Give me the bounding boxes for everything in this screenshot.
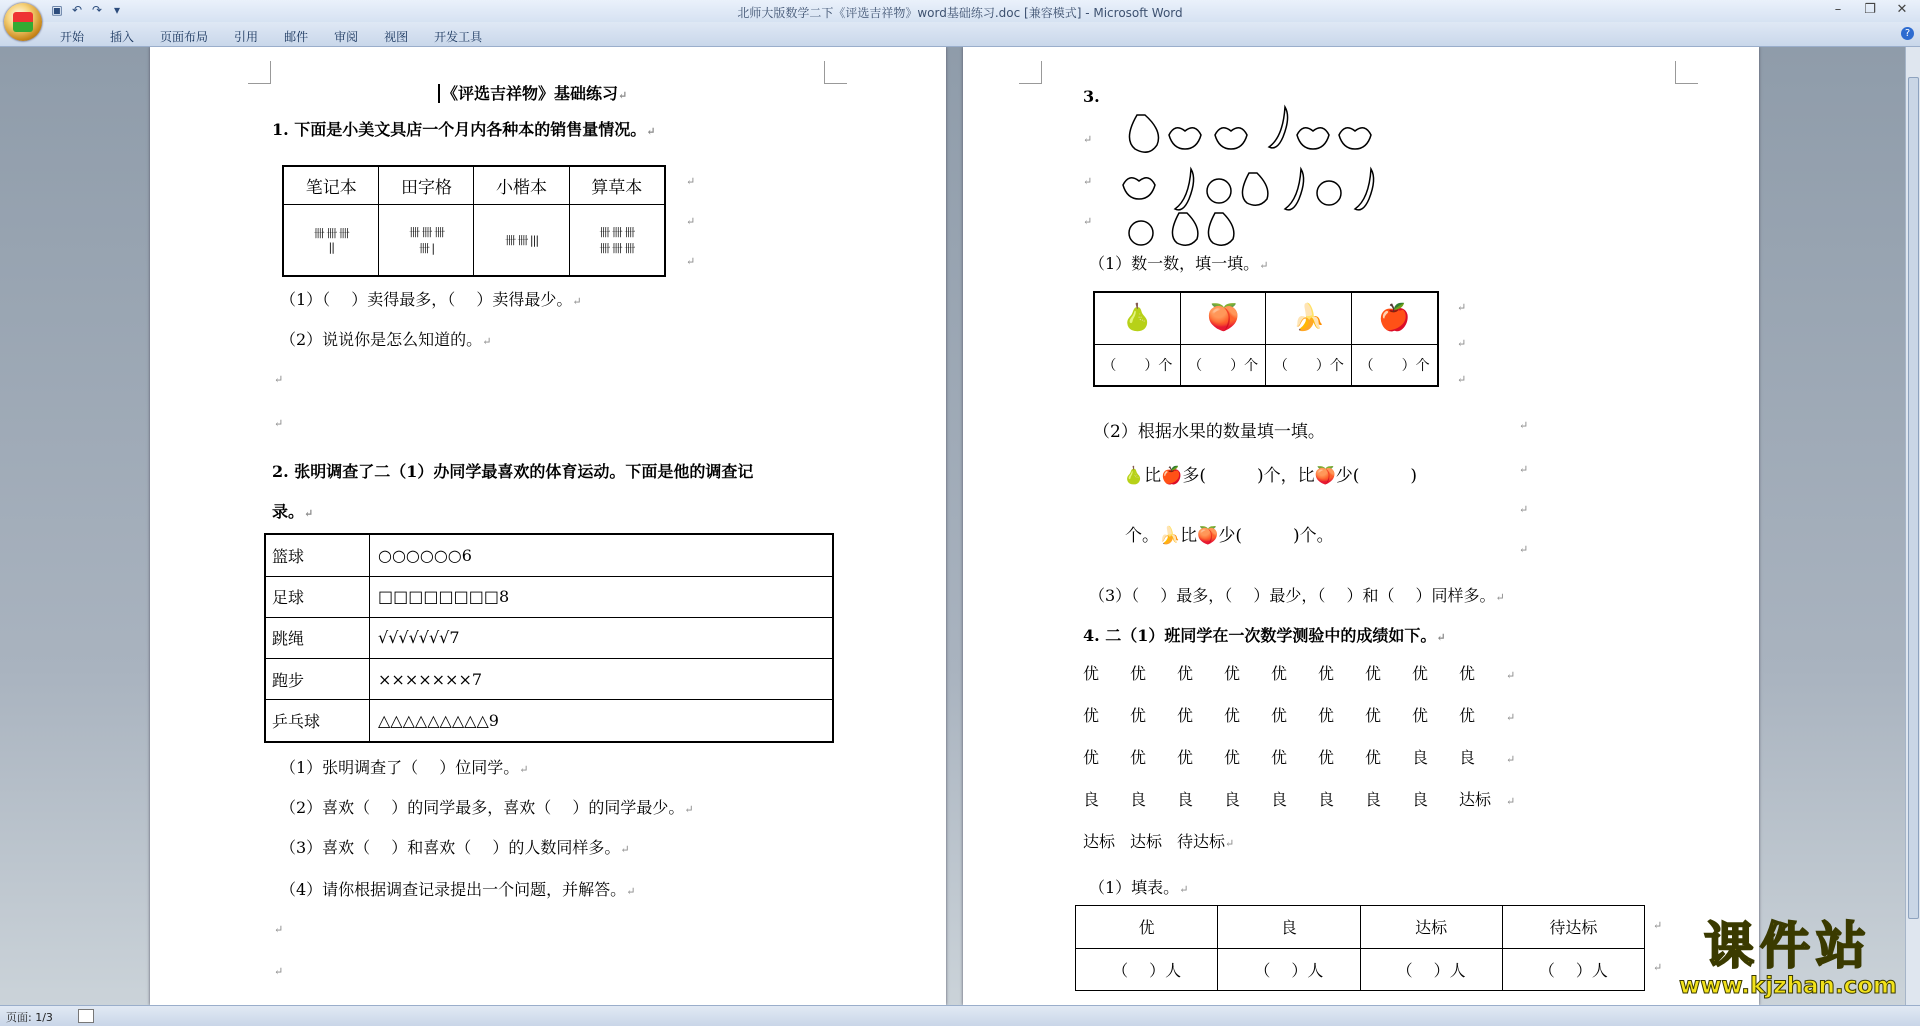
watermark-text: 课件站 xyxy=(1704,916,1872,975)
apple-icon: 🍎 xyxy=(1352,292,1438,344)
record-cell: ○○○○○○6 xyxy=(370,534,834,576)
count-fill-cell[interactable]: （ ）个 xyxy=(1180,344,1266,386)
pear-icon xyxy=(1172,213,1197,245)
title-bar xyxy=(0,0,1920,22)
q2-table xyxy=(264,533,834,743)
q2-sub1: （1）张明调查了（ ）位同学。↵ xyxy=(280,758,529,777)
watermark-url: www.kjzhan.com xyxy=(1679,973,1897,999)
paragraph-mark: ↵ xyxy=(274,965,284,978)
q4-heading-text: 4. 二（1）班同学在一次数学测验中的成绩如下。 xyxy=(1083,626,1437,645)
crop-mark xyxy=(248,61,271,84)
paragraph-mark: ↵ xyxy=(1083,133,1093,146)
ribbon-tabs xyxy=(60,28,482,45)
q2-heading-line2: 录。↵ xyxy=(272,502,314,521)
q4-header-cell: 达标 xyxy=(1360,906,1502,949)
redo-icon[interactable]: ↷ xyxy=(91,3,103,17)
q4-fill-cell[interactable]: （ ）人 xyxy=(1218,948,1360,991)
grade-item: 良 xyxy=(1083,790,1100,809)
record-cell: △△△△△△△△△9 xyxy=(370,700,834,742)
paragraph-mark: ↵ xyxy=(1653,919,1663,932)
page-count[interactable]: 页面: 1/3 xyxy=(6,1011,53,1024)
grade-item: 优 xyxy=(1459,664,1476,683)
status-bar xyxy=(0,1005,1920,1026)
text-cursor xyxy=(438,84,440,103)
q1-tally-cell: 卌 卌 ||| xyxy=(474,204,569,276)
grade-item: 优 xyxy=(1365,664,1382,683)
table-row xyxy=(265,617,833,658)
count-fill-cell[interactable]: （ ）个 xyxy=(1352,344,1438,386)
crop-mark xyxy=(824,61,847,84)
paragraph-mark: ↵ xyxy=(686,255,696,268)
q1-tally-cell: 卌 卌 卌 || xyxy=(283,204,379,276)
q1-sub1-text: （1）（ ）卖得最多，（ ）卖得最少。 xyxy=(280,290,573,309)
sport-cell: 跳绳 xyxy=(265,617,370,658)
pear-icon xyxy=(1208,213,1233,245)
q4-sub1-text: （1）填表。 xyxy=(1089,878,1180,897)
q3-sub3-text: （3）（ ）最多，（ ）最少，（ ）和（ ）同样多。 xyxy=(1089,586,1496,605)
grade-item: 优 xyxy=(1083,748,1100,767)
q4-header-cell: 优 xyxy=(1076,906,1218,949)
q1-tally-cell: 卌 卌 卌 卌 | xyxy=(379,204,474,276)
undo-icon[interactable]: ↶ xyxy=(71,3,83,17)
office-button[interactable] xyxy=(4,3,42,41)
grade-item: 优 xyxy=(1318,664,1335,683)
pear-icon: 🍐 xyxy=(1094,292,1180,344)
q3-sub3: （3）（ ）最多，（ ）最少，（ ）和（ ）同样多。↵ xyxy=(1089,586,1505,605)
q4-fill-cell[interactable]: （ ）人 xyxy=(1076,948,1218,991)
grade-item: 待达标 xyxy=(1177,832,1226,851)
grade-item: 优 xyxy=(1083,706,1100,725)
q3-line-a1: 比 xyxy=(1144,466,1162,486)
paragraph-mark: ↵ xyxy=(686,215,696,228)
peach-icon xyxy=(1297,128,1329,149)
grade-item: 优 xyxy=(1318,748,1335,767)
q3-number: 3. xyxy=(1083,87,1100,106)
peach-icon xyxy=(1215,128,1247,149)
banana-icon xyxy=(1285,169,1304,210)
grade-item: 优 xyxy=(1412,706,1429,725)
apple-icon xyxy=(1129,221,1153,245)
q1-header-cell: 小楷本 xyxy=(474,166,569,204)
q2-sub3: （3）喜欢（ ）和喜欢（ ）的人数同样多。↵ xyxy=(280,838,630,857)
q2-sub2-text: （2）喜欢（ ）的同学最多，喜欢（ ）的同学最少。 xyxy=(280,798,685,817)
grade-row: 达标 达标 待达标↵ xyxy=(1083,829,1553,871)
grade-item: 良 xyxy=(1271,790,1288,809)
paragraph-mark: ↵ xyxy=(274,373,284,386)
grade-item: 优 xyxy=(1224,664,1241,683)
q3-line-b1: 个。 xyxy=(1125,526,1159,546)
grade-item: 良 xyxy=(1412,748,1429,767)
q3-line-b3: 少( )个。 xyxy=(1218,526,1334,546)
paragraph-mark: ↵ xyxy=(1653,961,1663,974)
window-controls xyxy=(1828,2,1912,17)
sport-cell: 跑步 xyxy=(265,659,370,700)
q4-fill-cell[interactable]: （ ）人 xyxy=(1502,948,1644,991)
watermark-logo xyxy=(1668,918,1908,1004)
q3-line-b2: 比 xyxy=(1180,526,1198,546)
grade-item: 优 xyxy=(1130,706,1147,725)
paragraph-mark: ↵ xyxy=(1457,337,1467,350)
grade-row: 优 优 优 优 优 优 优 良 良 ↵ xyxy=(1083,745,1553,787)
grade-item: 优 xyxy=(1412,664,1429,683)
sport-cell: 篮球 xyxy=(265,534,370,576)
tab-page-layout[interactable]: 页面布局 xyxy=(160,30,209,44)
peach-icon: 🍑 xyxy=(1197,526,1219,546)
peach-icon: 🍑 xyxy=(1314,466,1336,486)
grade-item: 优 xyxy=(1177,664,1194,683)
ribbon xyxy=(0,22,1920,47)
q3-line-a2: 多( )个，比 xyxy=(1182,466,1315,486)
peach-icon xyxy=(1169,128,1201,149)
paragraph-mark: ↵ xyxy=(1519,543,1529,556)
grade-row: 优 优 优 优 优 优 优 优 优 ↵ xyxy=(1083,661,1553,703)
close-button[interactable]: ✕ xyxy=(1896,2,1908,17)
tab-review[interactable]: 审阅 xyxy=(334,30,359,44)
grade-item: 优 xyxy=(1318,706,1335,725)
grade-item: 优 xyxy=(1365,706,1382,725)
banana-icon: 🍌 xyxy=(1266,292,1352,344)
window-title: 北师大版数学二下《评选吉祥物》word基础练习.doc [兼容模式] - Microsoft Word xyxy=(737,6,1183,20)
q3-sub2 xyxy=(1093,417,1325,442)
paragraph-mark: ↵ xyxy=(1083,175,1093,188)
grade-item: 优 xyxy=(1130,664,1147,683)
grade-item: 优 xyxy=(1459,706,1476,725)
q1-sub2: （2）说说你是怎么知道的。↵ xyxy=(280,330,492,349)
grade-item: 达标 xyxy=(1130,832,1163,851)
document-workspace xyxy=(0,47,1906,1005)
sport-cell: 乒乓球 xyxy=(265,700,370,742)
grade-item: 优 xyxy=(1083,664,1100,683)
grade-item: 优 xyxy=(1271,748,1288,767)
table-row xyxy=(265,700,833,742)
tab-developer[interactable]: 开发工具 xyxy=(434,30,483,44)
q2-sub4: （4）请你根据调查记录提出一个问题，并解答。↵ xyxy=(280,880,636,899)
count-fill-cell[interactable]: （ ）个 xyxy=(1266,344,1352,386)
q4-grades xyxy=(1083,661,1553,871)
q4-table xyxy=(1075,905,1645,991)
grade-item: 优 xyxy=(1365,748,1382,767)
q1-header-cell: 田字格 xyxy=(379,166,474,204)
table-row xyxy=(265,534,833,576)
q3-count-table xyxy=(1093,291,1439,387)
doc-title-text: 《评选吉祥物》基础练习 xyxy=(442,84,619,103)
crop-mark xyxy=(1019,61,1042,84)
grade-item: 优 xyxy=(1177,748,1194,767)
count-fill-cell[interactable]: （ ）个 xyxy=(1094,344,1180,386)
paragraph-mark: ↵ xyxy=(274,417,284,430)
table-row xyxy=(265,659,833,700)
grade-row: 优 优 优 优 优 优 优 优 优 ↵ xyxy=(1083,703,1553,745)
q2-sub2: （2）喜欢（ ）的同学最多，喜欢（ ）的同学最少。↵ xyxy=(280,798,694,817)
tab-insert[interactable]: 插入 xyxy=(110,30,135,44)
grade-item: 优 xyxy=(1177,706,1194,725)
grade-item: 达标 xyxy=(1083,832,1116,851)
fruit-picture xyxy=(1119,97,1419,247)
pear-icon: 🍐 xyxy=(1123,466,1145,486)
paragraph-mark: ↵ xyxy=(1519,419,1529,432)
q3-line-a3: 少( ) xyxy=(1335,466,1418,486)
customize-qat-icon[interactable]: ▾ xyxy=(113,3,121,17)
q1-heading: 1. 下面是小美文具店一个月内各种本的销售量情况。↵ xyxy=(272,120,656,139)
record-cell: ×××××××7 xyxy=(370,659,834,700)
q1-header-cell: 算草本 xyxy=(569,166,665,204)
q1-sub2-text: （2）说说你是怎么知道的。 xyxy=(280,330,483,349)
scrollbar-thumb[interactable] xyxy=(1908,77,1919,919)
apple-icon: 🍎 xyxy=(1161,466,1183,486)
apple-icon xyxy=(1207,179,1231,203)
tab-mailings[interactable]: 邮件 xyxy=(284,30,309,44)
grade-item: 达标 xyxy=(1459,790,1492,809)
record-cell: □□□□□□□□8 xyxy=(370,576,834,617)
tab-home[interactable]: 开始 xyxy=(60,30,85,44)
q3-compare-line1 xyxy=(1123,461,1417,486)
grade-item: 优 xyxy=(1224,706,1241,725)
page-1 xyxy=(150,47,946,1005)
grade-item: 良 xyxy=(1459,748,1476,767)
q2-sub3-text: （3）喜欢（ ）和喜欢（ ）的人数同样多。 xyxy=(280,838,621,857)
paragraph-mark: ↵ xyxy=(1083,215,1093,228)
q4-fill-cell[interactable]: （ ）人 xyxy=(1360,948,1502,991)
tab-view[interactable]: 视图 xyxy=(384,30,409,44)
doc-title: 《评选吉祥物》基础练习↵ xyxy=(438,81,627,104)
q3-sub1-text: （1）数一数，填一填。 xyxy=(1089,254,1260,273)
grade-item: 优 xyxy=(1130,748,1147,767)
pear-icon xyxy=(1242,173,1267,205)
q4-header-cell: 良 xyxy=(1218,906,1360,949)
grade-item: 优 xyxy=(1224,748,1241,767)
sport-cell: 足球 xyxy=(265,576,370,617)
apple-icon xyxy=(1317,181,1341,205)
help-icon[interactable]: ? xyxy=(1901,27,1914,40)
q2-heading-line2-text: 录。 xyxy=(272,502,305,521)
paragraph-mark: ↵ xyxy=(1457,373,1467,386)
grade-item: 良 xyxy=(1412,790,1429,809)
q4-heading: 4. 二（1）班同学在一次数学测验中的成绩如下。↵ xyxy=(1083,626,1446,645)
banana-icon xyxy=(1355,169,1374,210)
q2-sub4-text: （4）请你根据调查记录提出一个问题，并解答。 xyxy=(280,880,627,899)
maximize-button[interactable]: ❐ xyxy=(1864,2,1876,17)
grade-row: 良 良 良 良 良 良 良 良 达标 ↵ xyxy=(1083,787,1553,829)
banana-icon: 🍌 xyxy=(1159,526,1181,546)
peach-icon xyxy=(1339,128,1371,149)
banana-icon xyxy=(1175,169,1194,210)
paragraph-mark: ↵ xyxy=(1519,503,1529,516)
minimize-button[interactable]: – xyxy=(1834,2,1842,17)
q1-table xyxy=(282,165,666,277)
proofing-icon[interactable] xyxy=(78,1009,94,1023)
q3-sub2-text: （2）根据水果的数量填一填。 xyxy=(1093,422,1325,442)
tab-references[interactable]: 引用 xyxy=(234,30,259,44)
grade-item: 良 xyxy=(1365,790,1382,809)
crop-mark xyxy=(1675,61,1698,84)
grade-item: 优 xyxy=(1271,706,1288,725)
grade-item: 优 xyxy=(1271,664,1288,683)
page-2 xyxy=(963,47,1759,1005)
q1-heading-text: 1. 下面是小美文具店一个月内各种本的销售量情况。 xyxy=(272,120,647,139)
save-icon[interactable]: ▣ xyxy=(51,3,63,17)
peach-icon xyxy=(1123,178,1155,199)
grade-item: 良 xyxy=(1318,790,1335,809)
table-row xyxy=(265,576,833,617)
q1-tally-cell: 卌 卌 卌 卌 卌 卌 xyxy=(569,204,665,276)
q4-sub1: （1）填表。↵ xyxy=(1089,878,1189,897)
banana-icon xyxy=(1269,107,1288,148)
q2-heading-line1: 2. 张明调查了二（1）办同学最喜欢的体育运动。下面是他的调查记 xyxy=(272,462,754,481)
pear-icon xyxy=(1129,115,1158,152)
vertical-scrollbar[interactable] xyxy=(1905,47,1920,1005)
q1-header-cell: 笔记本 xyxy=(283,166,379,204)
paragraph-mark: ↵ xyxy=(686,175,696,188)
grade-item: 良 xyxy=(1130,790,1147,809)
paragraph-mark: ↵ xyxy=(1519,463,1529,476)
peach-icon: 🍑 xyxy=(1180,292,1266,344)
paragraph-mark: ↵ xyxy=(1457,301,1467,314)
grade-item: 良 xyxy=(1224,790,1241,809)
q3-compare-line2 xyxy=(1125,521,1334,546)
grade-item: 良 xyxy=(1177,790,1194,809)
q3-sub1: （1）数一数，填一填。↵ xyxy=(1089,254,1269,273)
q1-sub1: （1）（ ）卖得最多，（ ）卖得最少。↵ xyxy=(280,290,582,309)
q4-header-cell: 待达标 xyxy=(1502,906,1644,949)
record-cell: √√√√√√√7 xyxy=(370,617,834,658)
q2-sub1-text: （1）张明调查了（ ）位同学。 xyxy=(280,758,520,777)
paragraph-mark: ↵ xyxy=(274,923,284,936)
